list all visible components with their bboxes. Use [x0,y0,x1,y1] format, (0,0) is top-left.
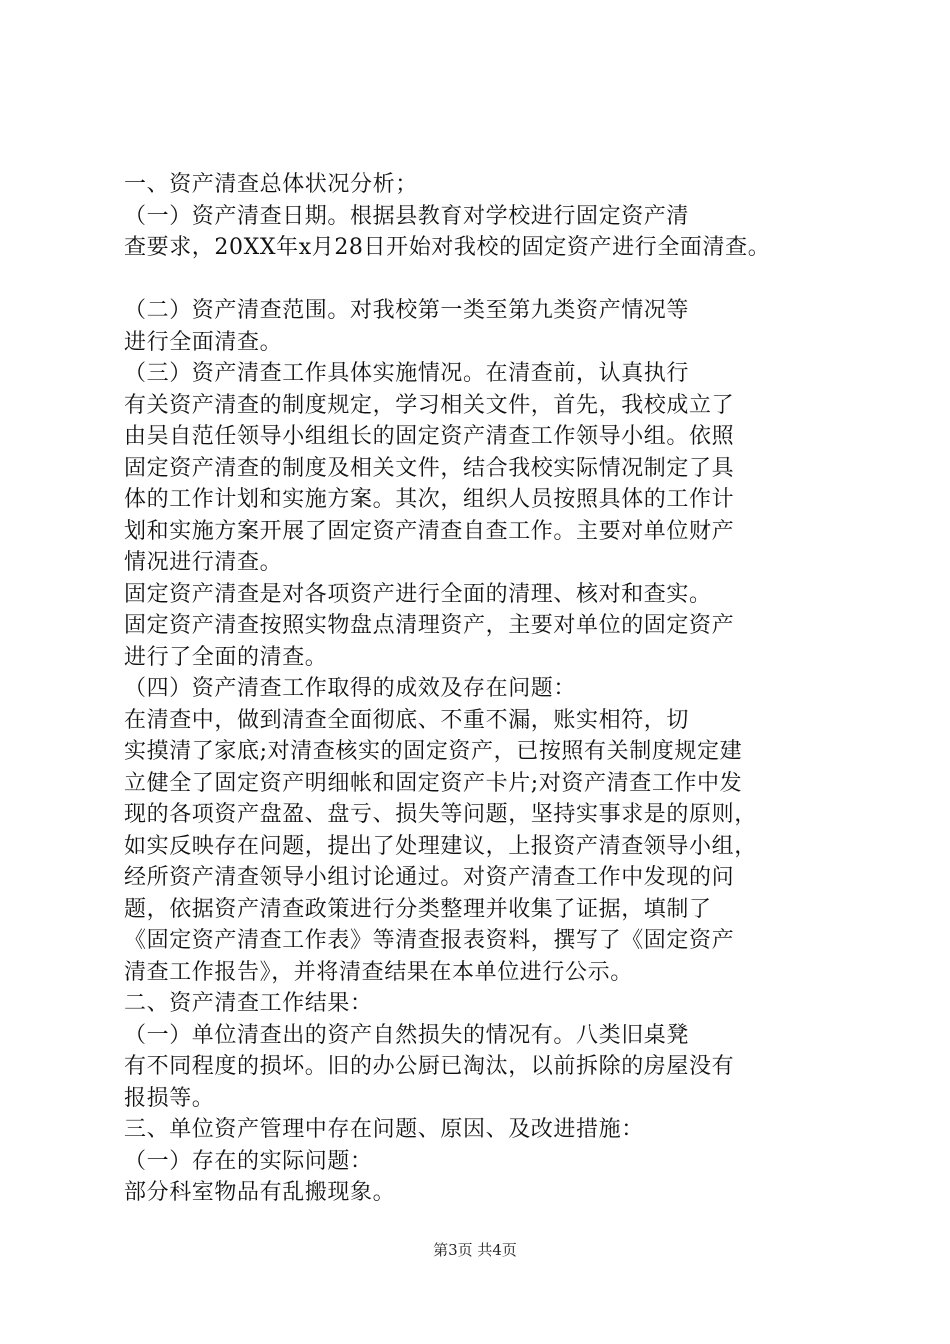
body-line: 报损等。 [124,1085,215,1111]
body-line: 题，依据资产清查政策进行分类整理并收集了证据，填制了 [124,896,712,922]
blank-line [124,264,834,296]
body-line: 《固定资产清查工作表》等清查报表资料，撰写了《固定资产 [124,928,735,953]
body-line: 有关资产清查的制度规定，学习相关文件，首先，我校成立了 [124,392,735,418]
body-line: （二）资产清查范围。对我校第一类至第九类资产情况等 [124,298,690,323]
body-line: 固定资产清查是对各项资产进行全面的清理、核对和查实。 [124,581,712,607]
body-line: 进行全面清查。 [124,329,283,355]
body-line: 实摸清了家底;对清查核实的固定资产，已按照有关制度规定建 [124,739,743,764]
body-line: 经所资产清查领导小组讨论通过。对资产清查工作中发现的问 [124,865,735,890]
body-line: 固定资产清查的制度及相关文件，结合我校实际情况制定了具 [124,455,735,481]
body-line: 二、资产清查工作结果： [124,991,373,1016]
body-line: 一、资产清查总体状况分析； [124,172,418,197]
body-line: 如实反映存在问题，提出了处理建议，上报资产清查领导小组， [124,833,757,859]
body-line: 在清查中，做到清查全面彻底、不重不漏，账实相符，切 [124,707,690,733]
body-line: 由吴自范任领导小组组长的固定资产清查工作领导小组。依照 [124,424,735,449]
body-line: 查要求，20XX年x月28日开始对我校的固定资产进行全面清查。 [124,235,771,260]
body-line: （一）资产清查日期。根据县教育对学校进行固定资产清 [124,203,690,229]
body-line: 现的各项资产盘盈、盘亏、损失等问题，坚持实事求是的原则， [124,802,757,827]
body-line: 划和实施方案开展了固定资产清查自查工作。主要对单位财产 [124,518,735,544]
body-line: （四）资产清查工作取得的成效及存在问题： [124,676,577,701]
body-line: 有不同程度的损坏。旧的办公厨已淘汰，以前拆除的房屋没有 [124,1054,735,1079]
body-line: 三、单位资产管理中存在问题、原因、及改进措施： [124,1117,644,1142]
body-line: 立健全了固定资产明细帐和固定资产卡片;对资产清查工作中发 [124,770,743,796]
body-line: 清查工作报告》，并将清查结果在本单位进行公示。 [124,959,633,985]
body-line: 部分科室物品有乱搬现象。 [124,1180,396,1205]
document-body [124,169,834,1209]
body-line: 情况进行清查。 [124,550,283,575]
body-line: （一）存在的实际问题： [124,1148,373,1174]
page-footer: 第3页 共4页 [433,1241,517,1259]
body-line: （三）资产清查工作具体实施情况。在清查前，认真执行 [124,361,690,386]
body-line: 固定资产清查按照实物盘点清理资产，主要对单位的固定资产 [124,613,735,638]
body-line: 体的工作计划和实施方案。其次，组织人员按照具体的工作计 [124,487,735,512]
body-line: 进行了全面的清查。 [124,644,328,670]
body-line: （一）单位清查出的资产自然损失的情况有。八类旧桌凳 [124,1022,690,1048]
